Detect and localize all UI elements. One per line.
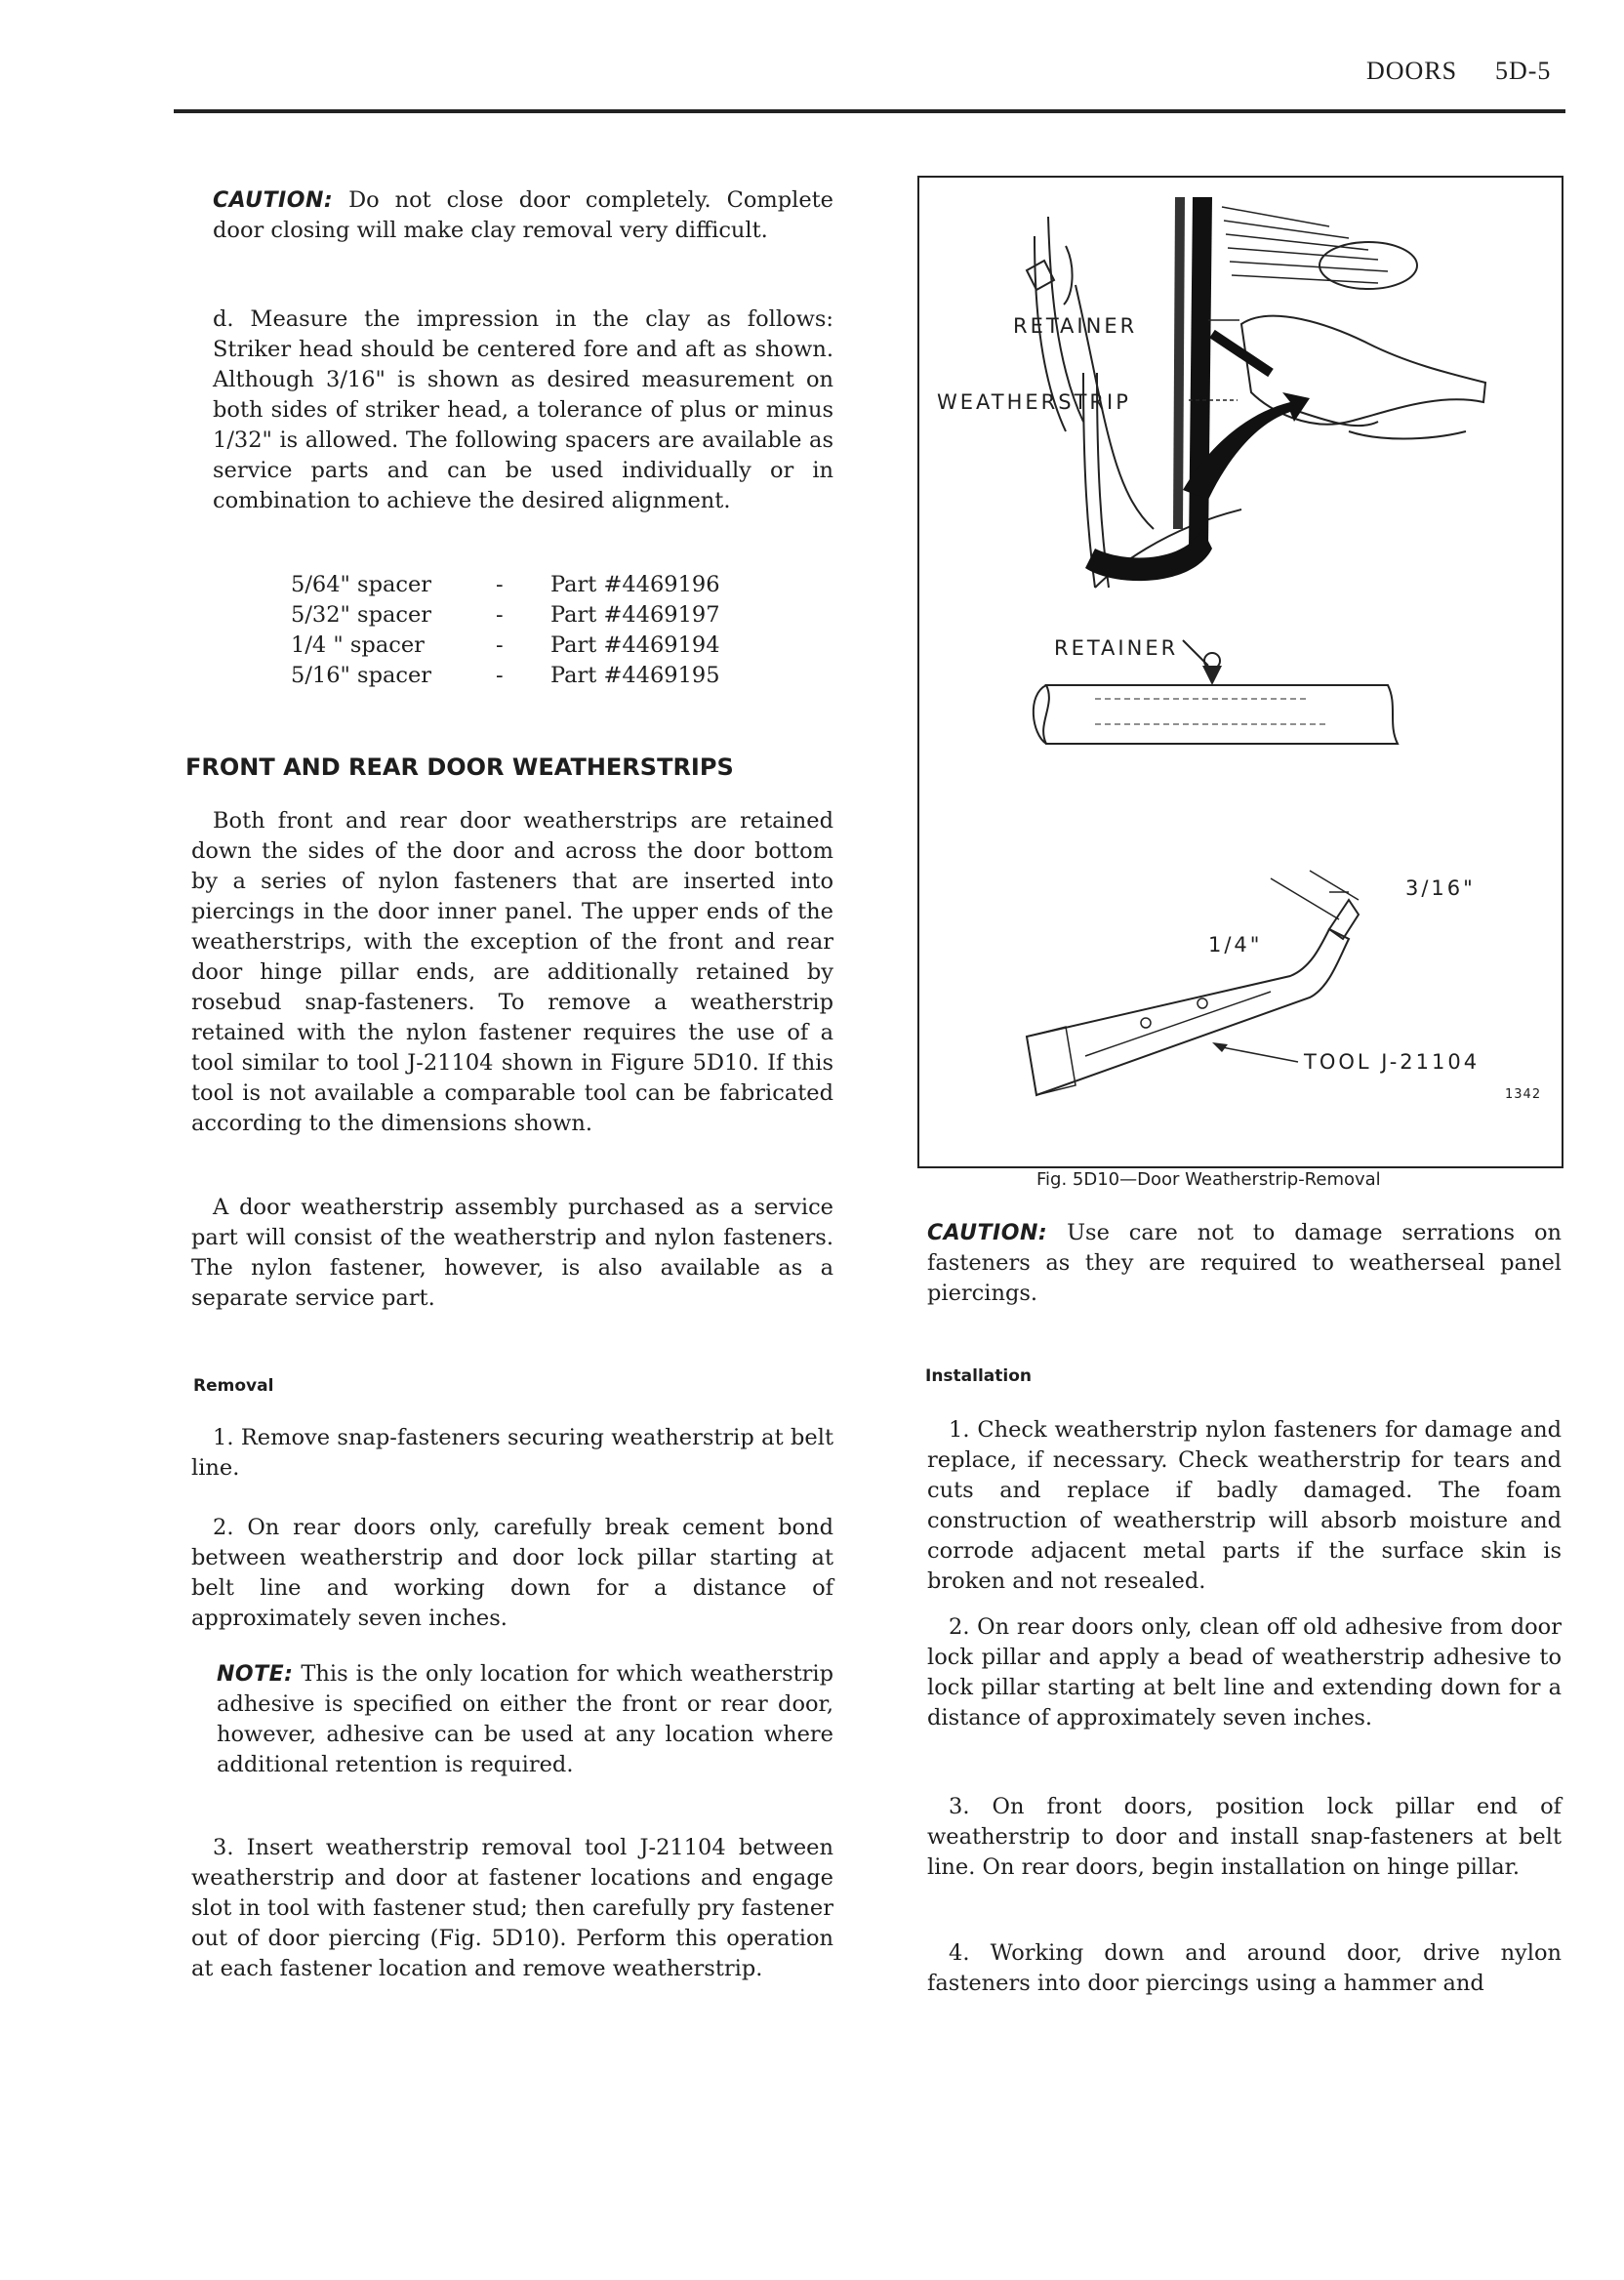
label-tool: TOOL J-21104: [1304, 1050, 1481, 1074]
spacer-part: Part #4469196: [550, 572, 720, 597]
caution-text: Use care not to damage serrations on fasteners as they are required to weatherseal panel piercings.: [927, 1220, 1562, 1306]
caution-label: CAUTION:: [927, 1221, 1048, 1245]
label-3-16: 3/16": [1405, 876, 1476, 900]
label-retainer-top: RETAINER: [1013, 314, 1138, 338]
step-d-block: [213, 305, 833, 516]
spacer-part: Part #4469194: [550, 632, 720, 658]
label-retainer-mid: RETAINER: [1054, 636, 1179, 660]
paragraph: Both front and rear door weatherstrips are retained down the sides of the door and across the door bottom by a series of nylon fasteners that are inserted into piercings in the door inner panel. The upper ends of the weatherstrips, with the exception of the front and rear door hinge pillar ends, are additionally retained by rosebud snap-fasteners. To remove a weatherstrip retained with the nylon fastener requires the use of a tool similar to tool J-21104 shown in Figure 5D10. If this tool is not available a comparable tool can be fabricated according to the dimensions shown.: [191, 808, 833, 1136]
spacer-size: 5/16" spacer: [291, 663, 432, 688]
removal-step-3: [191, 1833, 833, 1984]
caution-text: Do not close door completely. Complete door closing will make clay removal very difficult.: [213, 187, 833, 243]
para-weatherstrip-retention: [191, 806, 833, 1139]
page-number: 5D-5: [1495, 57, 1552, 85]
spacer-size: 1/4 " spacer: [291, 632, 425, 658]
label-weatherstrip: WEATHERSTRIP: [937, 390, 1131, 414]
figure-frame: [917, 176, 1563, 1168]
note-block: [217, 1659, 833, 1780]
caution-label: CAUTION:: [213, 188, 334, 213]
step-text: 3. On front doors, position lock pillar end of weatherstrip to door and install snap-fasteners at belt line. On rear doors, begin installation on hinge pillar.: [927, 1794, 1562, 1880]
spacer-dash: -: [496, 663, 504, 688]
removal-step-1: [191, 1423, 833, 1484]
spacer-dash: -: [496, 572, 504, 597]
step-text: 2. On rear doors only, carefully break cement bond between weatherstrip and door lock pillar starting at belt line and working down for a distance of approximately seven inches.: [191, 1515, 833, 1631]
spacer-dash: -: [496, 602, 504, 628]
install-step-3: [927, 1792, 1562, 1883]
spacer-row: [291, 572, 431, 597]
step-text: 3. Insert weatherstrip removal tool J-21104 between weatherstrip and door at fastener locations and engage slot in tool with fastener stud; then carefully pry fastener out of door piercing (Fig. 5D10). Perform this operation at each fastener location and remove weatherstrip.: [191, 1835, 833, 1981]
spacer-size: 5/32" spacer: [291, 602, 432, 628]
note-label: NOTE:: [217, 1662, 294, 1687]
caution-block-right: [927, 1218, 1562, 1309]
install-step-4: [927, 1938, 1562, 1999]
step-d-text: d. Measure the impression in the clay as follows: Striker head should be centered fore and aft as shown. Although 3/16" is shown as desired measurement on both sides of striker head, a tolerance of plus or minus 1/32" is allowed. The following spacers are available as service parts and can be used individually or in combination to achieve the desired alignment.: [213, 306, 833, 513]
header-rule: [174, 109, 1565, 113]
figure-code: 1342: [1505, 1087, 1542, 1102]
note-text: This is the only location for which weatherstrip adhesive is specified on either the front or rear door, however, adhesive can be used at any location where additional retention is required.: [217, 1661, 834, 1777]
running-header-section: DOORS: [1366, 57, 1458, 85]
figure-caption: Fig. 5D10—Door Weatherstrip-Removal: [1036, 1169, 1381, 1190]
removal-heading: Removal: [193, 1376, 274, 1396]
spacer-part: Part #4469195: [550, 663, 720, 688]
para-service-part: [191, 1193, 833, 1314]
step-text: 1. Check weatherstrip nylon fasteners for damage and replace, if necessary. Check weatherstrip for tears and cuts and replace if badly damaged. The foam construction of weatherstrip will absorb moisture and corrode adjacent metal parts if the surface skin is broken and not resealed.: [927, 1417, 1562, 1594]
spacer-dash: -: [496, 632, 504, 658]
step-text: 2. On rear doors only, clean off old adhesive from door lock pillar and apply a bead of weatherstrip adhesive to lock pillar starting at belt line and extending down for a distance of approximately seven inches.: [927, 1614, 1562, 1730]
section-title: FRONT AND REAR DOOR WEATHERSTRIPS: [185, 753, 734, 781]
spacer-size: 5/64" spacer: [291, 572, 432, 597]
spacer-part: Part #4469197: [550, 602, 720, 628]
step-text: 4. Working down and around door, drive nylon fasteners into door piercings using a hammer and: [927, 1940, 1562, 1996]
label-1-4: 1/4": [1208, 933, 1263, 957]
install-step-2: [927, 1612, 1562, 1733]
step-text: 1. Remove snap-fasteners securing weatherstrip at belt line.: [191, 1425, 833, 1481]
install-step-1: [927, 1415, 1562, 1597]
installation-heading: Installation: [925, 1366, 1033, 1386]
caution-block-left: [213, 185, 833, 246]
paragraph: A door weatherstrip assembly purchased as a service part will consist of the weatherstrip and nylon fasteners. The nylon fastener, however, is also available as a separate service part.: [191, 1195, 833, 1311]
removal-step-2: [191, 1513, 833, 1634]
